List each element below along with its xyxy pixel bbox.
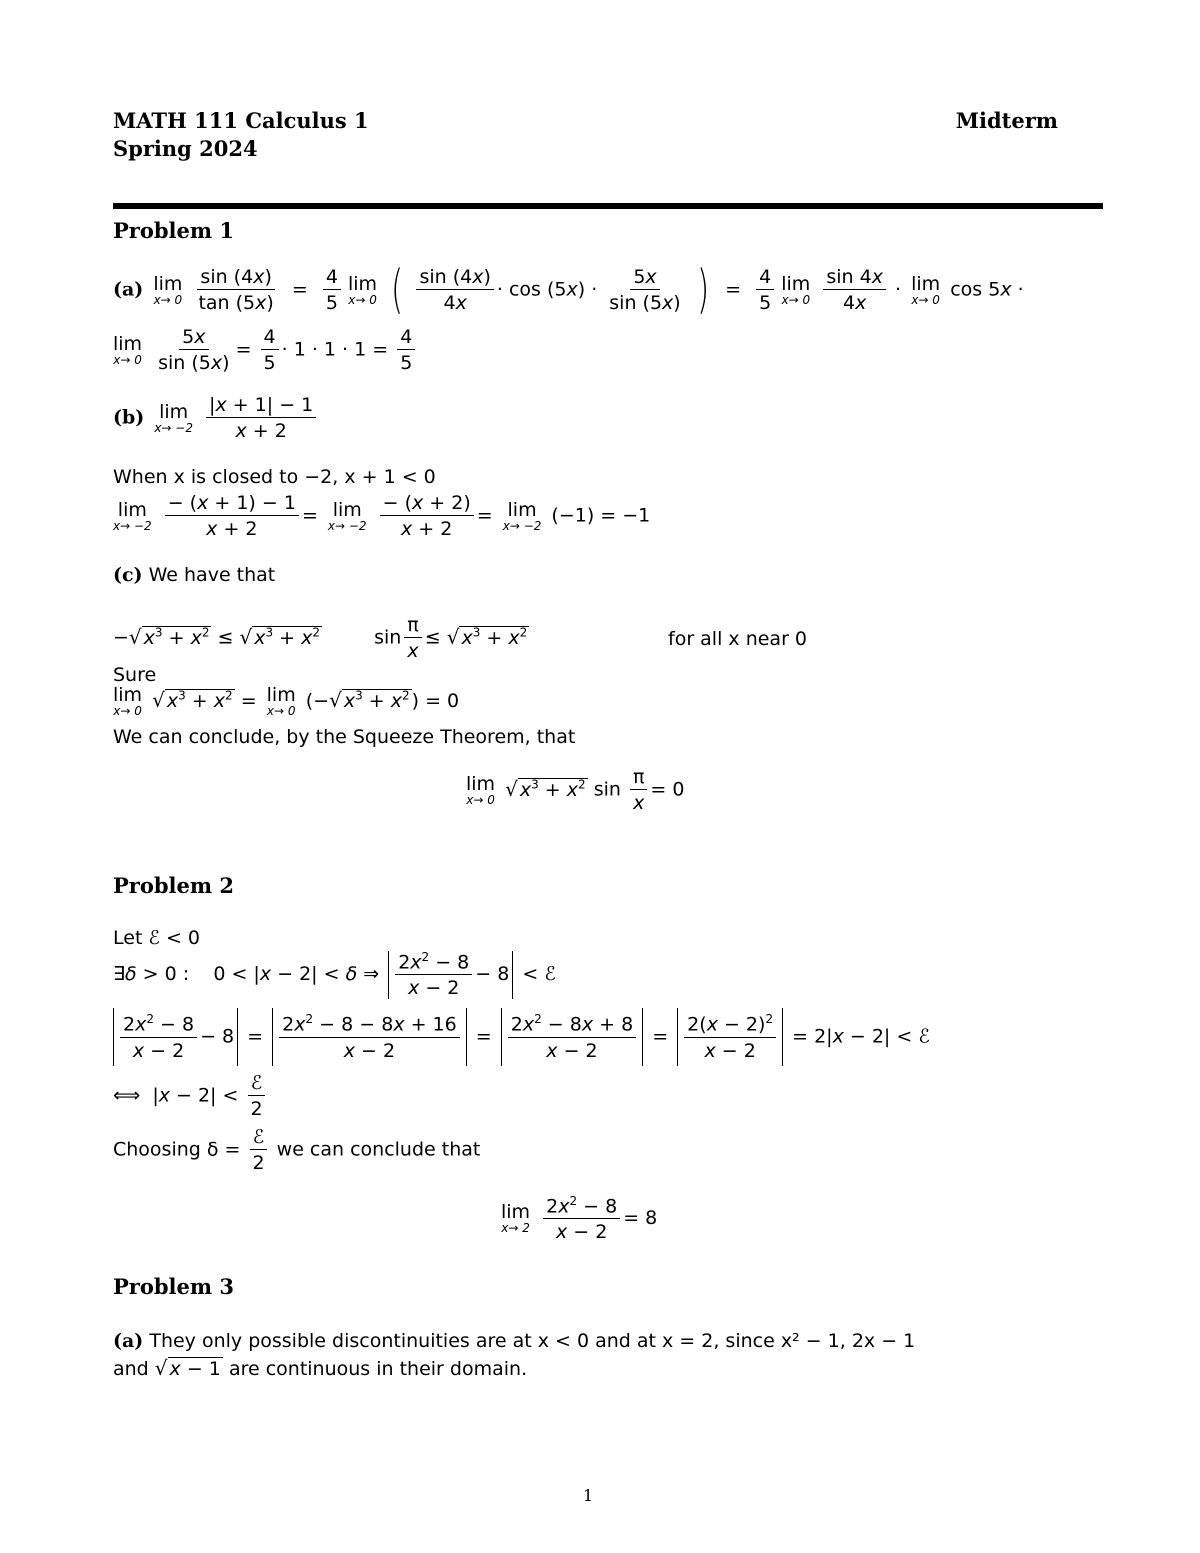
p1c-result: lim x→ 0 √ $x^3 + x^2$ sin $\frac{\pi}{x}$ = 0 [466, 766, 685, 814]
p2-iff: ⟺ |x − 2| < ℰ 2 [113, 1072, 269, 1120]
course-title: MATH 111 Calculus 1 [113, 108, 369, 133]
p3a-line2-suffix: are continuous in their domain. [228, 1358, 528, 1380]
p1c-intro: We have that [148, 564, 276, 586]
p2-choosing-prefix: Choosing δ = [113, 1138, 241, 1161]
term: Spring 2024 [113, 136, 258, 161]
problem-3-title: Problem 3 [113, 1274, 235, 1299]
p1c-intro-line [113, 564, 275, 586]
p1b-expression: (b) lim x→ −2 $\frac{|x + 1| - 1}{x + 2}$ [113, 394, 319, 442]
p2-choosing: Choosing δ = ℰ 2 we can conclude that [113, 1126, 481, 1174]
p1c-inequality: −√ $x^3 + x^2$ ≤ √ $x^3 + x^2$ sin $\frac{\pi}{x}$ ≤ √ $x^3 + x^2$ [113, 614, 528, 662]
p3a-text-line1: They only possible discontinuities are at x < 0 and at x = 2, since x² − 1, 2x − 1 [149, 1330, 916, 1352]
header-rule [113, 203, 1103, 209]
p3a-label: (a) [113, 1330, 144, 1352]
p1b-equation: lim x→ −2 $\frac{- (x + 1) - 1}{x + 2}$ = lim x→ −2 $\frac{- (x + 2)}{x + 2}$ = lim x→ −2 (−1) = −1 [113, 492, 651, 540]
problem-2-title: Problem 2 [113, 873, 235, 898]
p3a-line2: and √ x − 1 are continuous in their domain. [113, 1356, 528, 1380]
p1c-limits: lim x→ 0 √ $x^3 + x^2$ = lim x→ 0 (−√ $x^3 + x^2$ ) = 0 [113, 684, 460, 718]
p1c-conclude: We can conclude, by the Squeeze Theorem, that [113, 726, 576, 748]
p2-let: Let ℰ < 0 [113, 927, 201, 949]
exam-type: Midterm [955, 108, 1058, 133]
p2-derivation: $\frac{2x^2 - 8}{x - 2}$ − 8 = $\frac{2x^2 - 8 - 8x + 16}{x - 2}$ = $\frac{2x^2 - 8x + 8}{x - 2}$ = $\frac{2(x - 2)^2}{x - 2}$ = 2|x − 2| < ℰ [113, 1008, 930, 1066]
p1a-equation-line2: lim x→ 0 $\frac{5x}{\sin (5x)}$ = $\frac{4}{5}$ · 1 · 1 · 1 = $\frac{4}{5}$ [113, 326, 418, 374]
p2-definition: ∃δ > 0 : 0 < |x − 2| < δ ⇒ $\frac{2x^2 - 8}{x - 2}$ − 8 < ℰ [113, 950, 556, 1000]
p1a-equation-line1: (a) lim x→ 0 $\frac{\sin (4x)}{\tan (5x)}$ = $\frac{4}{5}$ lim x→ 0 ( $\frac{\sin (4x)}{4x}$ · cos (5x) · $\frac{5x}{\sin (5x)}$ ) = $\frac{4}{5}$ lim x→ 0 $\frac{\sin 4x}{4x}$ · lim x→ 0 cos 5x · [113, 260, 1024, 320]
problem-1-title: Problem 1 [113, 218, 235, 243]
p1b-text: When x is closed to −2, x + 1 < 0 [113, 466, 436, 488]
p2-result: lim x→ 2 $\frac{2x^2 - 8}{x - 2}$ = 8 [501, 1194, 658, 1244]
p3a-line1 [113, 1330, 915, 1352]
p1b-label: (b) [113, 406, 145, 429]
page-number: 1 [583, 1486, 594, 1505]
p1c-sure: Sure [113, 664, 157, 686]
p1a-label: (a) [113, 278, 144, 301]
p2-choosing-suffix: we can conclude that [276, 1138, 481, 1161]
p1c-note: for all x near 0 [668, 628, 808, 650]
p3a-line2-prefix: and [113, 1358, 149, 1380]
p1c-label: (c) [113, 564, 143, 586]
